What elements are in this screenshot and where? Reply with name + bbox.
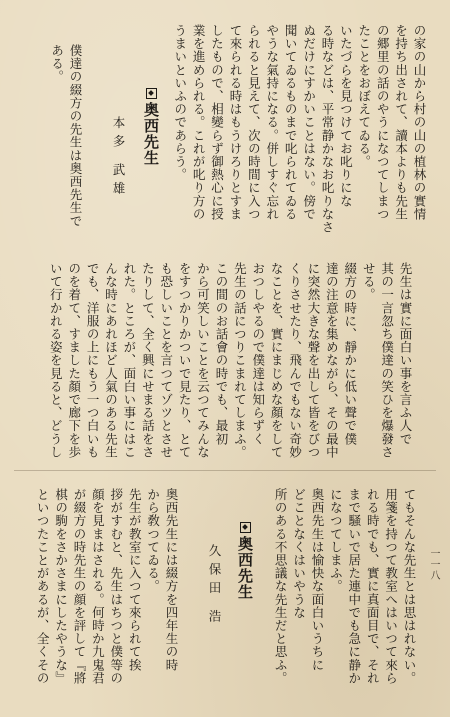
text-line: を持ち出されて、讀本よりも先生	[393, 24, 409, 221]
text-line: られると見えて、次の時間に入つ	[246, 24, 262, 221]
text-line: 業を進められる。これが叱り方の	[191, 24, 207, 221]
text-line: ある。	[49, 44, 65, 84]
text-line: 棋の駒をさかさまにしたやうな』	[53, 488, 69, 685]
text-line: まで騒いで居た連中でも急に静か	[346, 488, 362, 685]
text-line: になつてしまふ。	[328, 488, 344, 593]
text-line: ぬだけにすかいことはない。傍で	[301, 24, 317, 221]
text-line: いたづらを見つけてお叱りにな	[338, 24, 354, 208]
text-line: 奥西先生は愉快な面白いうちに	[309, 488, 325, 672]
text-line: たりして、全く興にせまる話をさ	[140, 262, 156, 459]
page-number: 一一八	[428, 548, 439, 581]
text-line: 綴方の時に、靜かに低い聲で僕	[342, 262, 358, 446]
text-line: に突然大きな聲を出して皆をびつ	[305, 262, 321, 459]
text-line: のを着て、すました顏で廊下を歩	[66, 262, 82, 459]
text-line: くりさせたり、飛んでもない奇妙	[287, 262, 303, 459]
text-line: んな時にあれほど人氣のある先生	[103, 262, 119, 459]
text-line: 先生の話につりこまれてしまふ。	[232, 262, 248, 459]
text-line: 先生は實に面白い事を言ふ人で	[398, 262, 413, 446]
text-line: 顔を見まはされる。何時か九鬼君	[90, 488, 106, 685]
text-line: この間のお話會の時でも、最初	[213, 262, 229, 446]
text-line: て來られる時はもうけろりとすま	[227, 24, 243, 221]
text-column-e	[24, 488, 180, 698]
diamond-square-icon	[146, 88, 157, 99]
text-line: も恐しいことを言つてゾツとさせ	[158, 262, 174, 459]
article-title-2-text: 奥西先生	[236, 536, 254, 600]
text-line: 拶がすむと、先生はちつと僕等の	[108, 488, 124, 685]
text-line: 先生が教室に入つて來られて挨	[127, 488, 143, 672]
section-divider	[14, 470, 436, 471]
text-line: といつたことがあるが、全くその	[35, 488, 51, 685]
text-line: から敎つてゐる。	[145, 488, 161, 593]
text-line: たことをおぼえてゐる。	[356, 24, 372, 169]
diamond-square-icon	[240, 522, 251, 533]
text-line: てもそんな先生とは思はれない。	[402, 488, 417, 685]
text-line: したもので、相變らず御熱心に授	[209, 24, 225, 221]
text-line: やうな氣持になる。併しすぐ忘れ	[264, 24, 280, 221]
article-title-text: 奥西先生	[142, 102, 160, 166]
text-line: いて行かれる姿を見ると、どうし	[48, 262, 64, 459]
text-line: をすつかりかついで見たり、とて	[177, 262, 193, 459]
article-author: 本多 武雄	[111, 116, 126, 200]
article-title-2	[235, 522, 256, 702]
text-line: 聞いてゐるものまで叱られてゐる	[283, 24, 299, 221]
text-line: から可笑しいことを云つてみんな	[195, 262, 211, 459]
text-line: が綴方の時先生の顔を評して『將	[71, 488, 87, 685]
text-line: 所のある不思議な先生だと思ふ。	[273, 488, 289, 685]
text-line: せる。	[361, 262, 377, 302]
text-line: うまいといふのであらう。	[172, 24, 188, 182]
text-line: れた。ところが、面白い事にはこ	[121, 262, 137, 459]
text-line: 僕達の綴方の先生は奥西先生で	[68, 44, 83, 228]
text-line: の家の山から村の山の植林の實情	[412, 24, 427, 221]
text-line: 奥西先生には綴方を四年生の時	[164, 488, 179, 672]
text-line: の郷里の話のやうになつてしまつ	[375, 24, 391, 221]
text-line: でも、洋服の上にもう一つ白いも	[85, 262, 101, 459]
text-line: なことを、實にまじめな顏をして	[269, 262, 285, 459]
text-line: れる時でも、實に真面目で、それ	[365, 488, 381, 685]
text-line: おつしやるので僕達は知らずく	[250, 262, 266, 446]
text-line: る時などは、平常静かなお叱りなさ	[319, 24, 335, 234]
text-line: 達の注意を集めながら、その最中	[324, 262, 340, 459]
article-heading-okunishi-2	[186, 522, 256, 702]
text-line: 其の一言忽ち僕達の笑ひを爆發さ	[379, 262, 395, 459]
article-author-2: 久保田 浩	[207, 544, 222, 628]
text-line: 用箋を持つて教室へはいつて來ら	[383, 488, 399, 685]
text-column-d	[270, 488, 418, 698]
text-line: どことなくはいやうな	[291, 488, 307, 619]
text-column-c-visible	[24, 262, 414, 458]
